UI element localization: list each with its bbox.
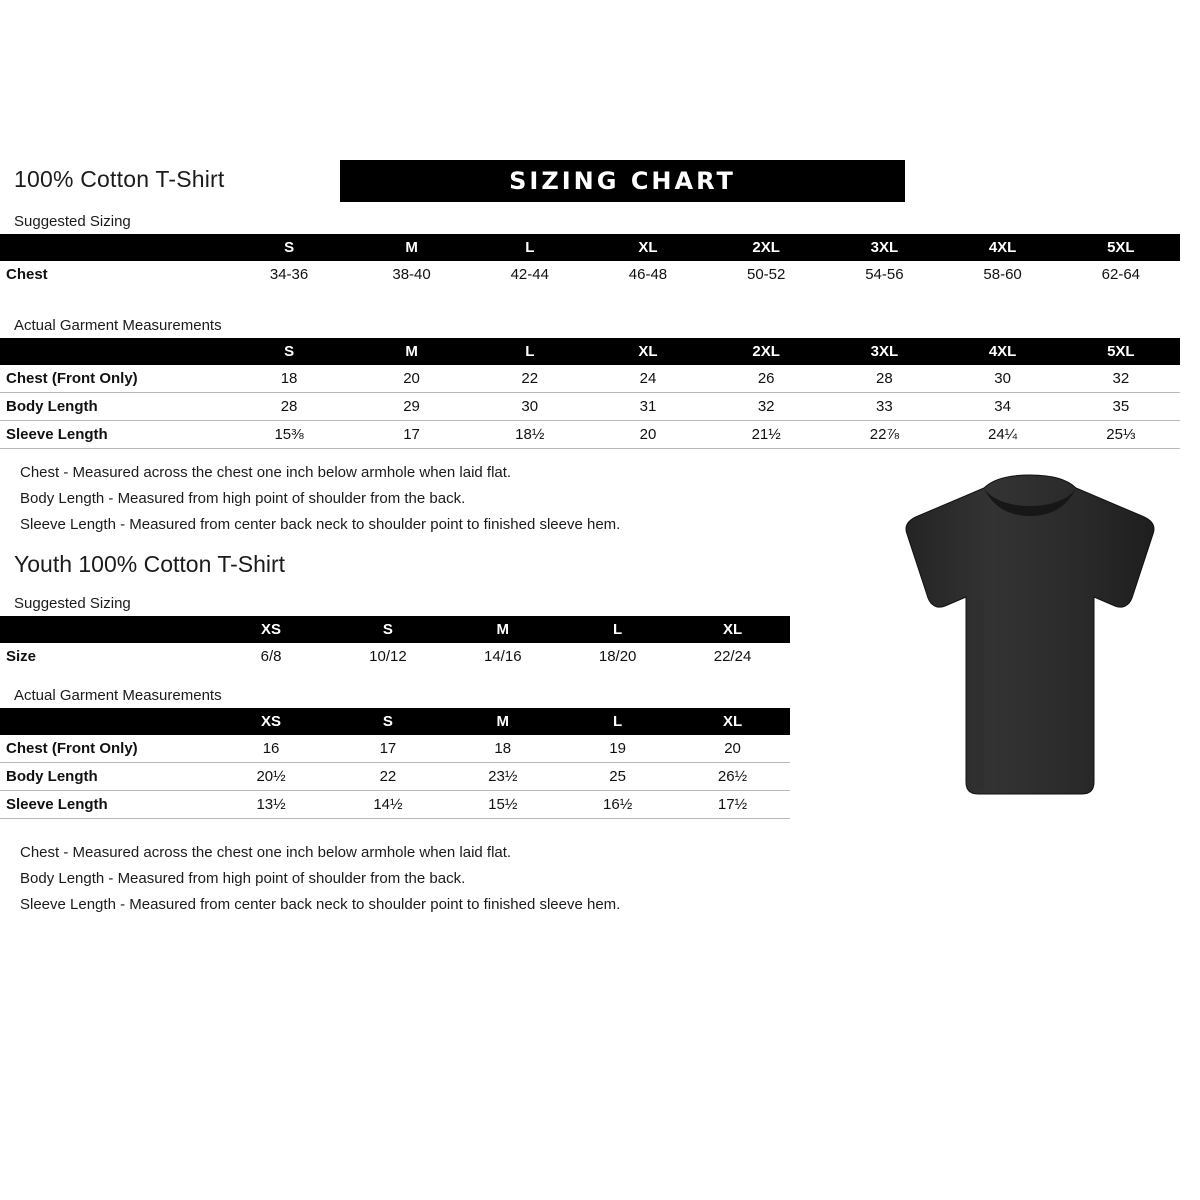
table-row [0,365,1180,393]
col-header: M [445,616,560,643]
col-header: S [226,234,353,261]
row-label: Body Length [0,393,226,421]
row-label: Sleeve Length [0,791,212,819]
table-cell: 28 [825,365,943,393]
col-header: L [471,234,589,261]
col-header: 5XL [1062,234,1180,261]
col-header: XS [212,616,331,643]
table-cell: 14½ [330,791,445,819]
adult-notes [20,460,620,538]
col-header: XL [675,616,790,643]
table-row [0,261,1180,288]
youth-section-title: Youth 100% Cotton T-Shirt [14,551,286,577]
col-header: 3XL [825,338,943,365]
table-cell: 35 [1062,393,1180,421]
col-header: M [352,338,470,365]
table-row [0,393,1180,421]
table-cell: 33 [825,393,943,421]
col-header: S [330,708,445,735]
black-tshirt-illustration [880,470,1180,810]
col-header: L [471,338,589,365]
table-cell: 19 [560,735,675,763]
table-cell: 13½ [212,791,331,819]
col-header: L [560,708,675,735]
col-header: 3XL [825,234,943,261]
table-cell: 29 [352,393,470,421]
col-header: 5XL [1062,338,1180,365]
table-cell: 17½ [675,791,790,819]
table-cell: 62-64 [1101,266,1141,283]
table-header-row [0,338,1180,365]
table-cell: 17 [352,421,470,449]
note-chest: Chest - Measured across the chest one inch below armhole when laid flat. [20,464,512,481]
table-cell: 15½ [445,791,560,819]
table-cell: 6/8 [260,648,282,665]
table-cell: 24 [589,365,707,393]
table-cell: 38-40 [392,266,431,283]
table-cell: 26 [707,365,825,393]
col-header: XS [212,708,331,735]
table-cell: 20 [589,421,707,449]
table-cell: 54-56 [865,266,904,283]
table-cell: 24¼ [943,421,1061,449]
youth-actual-table [0,708,790,819]
note-chest: Chest - Measured across the chest one inch below armhole when laid flat. [20,844,512,861]
table-cell: 30 [471,393,589,421]
col-header: S [226,338,353,365]
table-cell: 32 [1062,365,1180,393]
table-cell: 50-52 [746,266,786,283]
table-cell: 22 [471,365,589,393]
adult-actual-table [0,338,1180,449]
col-header [0,708,212,735]
table-row [0,735,790,763]
table-cell: 20½ [212,763,331,791]
table-cell: 20 [675,735,790,763]
col-header: M [352,234,470,261]
adult-suggested-caption: Suggested Sizing [14,213,131,230]
table-cell: 34 [943,393,1061,421]
youth-notes [20,840,620,918]
sizing-chart-banner-label: SIZING CHART [509,167,736,195]
table-cell: 58-60 [983,266,1022,283]
table-cell: 32 [707,393,825,421]
youth-suggested-table [0,616,790,670]
table-cell: 30 [943,365,1061,393]
table-cell: 23½ [445,763,560,791]
table-cell: 18½ [471,421,589,449]
table-cell: 10/12 [369,648,407,665]
table-cell: 42-44 [510,266,549,283]
table-cell: 17 [330,735,445,763]
table-cell: 25⅓ [1062,421,1180,449]
note-body-length: Body Length - Measured from high point of shoulder from the back. [20,870,466,887]
col-header [0,234,226,261]
table-row [0,763,790,791]
row-label: Chest (Front Only) [0,735,212,763]
table-cell: 18/20 [598,648,637,665]
table-cell: 18 [445,735,560,763]
table-cell: 46-48 [628,266,668,283]
table-cell: 21½ [707,421,825,449]
table-header-row [0,234,1180,261]
table-header-row [0,616,790,643]
table-cell: 26½ [675,763,790,791]
table-row [0,791,790,819]
table-cell: 31 [589,393,707,421]
table-cell: 20 [352,365,470,393]
col-header: 2XL [707,338,825,365]
table-cell: 15⅜ [226,421,353,449]
table-cell: 22 [330,763,445,791]
row-label: Size [6,648,37,665]
adult-section-title: 100% Cotton T-Shirt [14,166,225,192]
col-header: XL [589,234,707,261]
table-row [0,421,1180,449]
col-header: S [330,616,445,643]
table-cell: 16½ [560,791,675,819]
table-cell: 14/16 [484,648,522,665]
table-cell: 25 [560,763,675,791]
col-header: XL [589,338,707,365]
col-header: L [560,616,675,643]
table-cell: 16 [212,735,331,763]
row-label: Chest (Front Only) [0,365,226,393]
col-header: 4XL [943,234,1061,261]
col-header: M [445,708,560,735]
row-label: Sleeve Length [0,421,226,449]
table-cell: 22⅞ [825,421,943,449]
note-body-length: Body Length - Measured from high point of shoulder from the back. [20,490,466,507]
table-cell: 28 [226,393,353,421]
note-sleeve-length: Sleeve Length - Measured from center back neck to shoulder point to finished sleeve hem. [20,896,621,913]
table-header-row [0,708,790,735]
table-cell: 34-36 [269,266,309,283]
adult-suggested-table [0,234,1180,288]
table-cell: 18 [226,365,353,393]
adult-actual-caption: Actual Garment Measurements [14,317,222,334]
table-cell: 22/24 [713,648,752,665]
row-label: Chest [6,266,48,283]
col-header: 2XL [707,234,825,261]
sizing-chart-banner [340,160,905,202]
col-header [0,616,212,643]
col-header: 4XL [943,338,1061,365]
col-header: XL [675,708,790,735]
col-header [0,338,226,365]
youth-actual-caption: Actual Garment Measurements [14,687,222,704]
row-label: Body Length [0,763,212,791]
note-sleeve-length: Sleeve Length - Measured from center back neck to shoulder point to finished sleeve hem. [20,516,621,533]
table-row [0,643,790,670]
youth-suggested-caption: Suggested Sizing [14,595,131,612]
